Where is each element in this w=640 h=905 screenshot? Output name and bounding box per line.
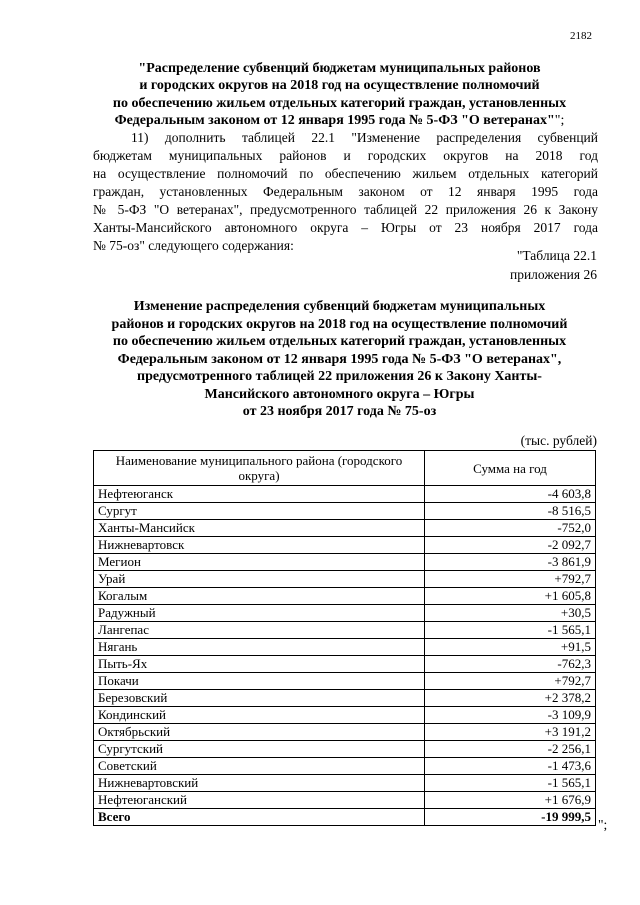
closing-quote: "; [598, 817, 608, 832]
row-amount: -4 603,8 [425, 486, 596, 503]
table-row [94, 571, 596, 588]
header-name: Наименование муниципального района (городского округа) [94, 451, 425, 486]
table-row [94, 537, 596, 554]
section-title-text: Федеральным законом от 12 января 1995 года № 5-ФЗ "О ветеранах" [114, 113, 555, 129]
row-amount: -2 256,1 [425, 741, 596, 758]
table-row [94, 656, 596, 673]
row-name: Сургутский [94, 741, 425, 758]
table-title [82, 298, 597, 421]
row-amount: +2 378,2 [425, 690, 596, 707]
section-title [82, 60, 597, 130]
paragraph-line: № 5-ФЗ "О ветеранах", предусмотренного таблицей 22 приложения 26 к Закону [93, 202, 598, 217]
row-name: Мегион [94, 554, 425, 571]
row-amount: +3 191,2 [425, 724, 596, 741]
table-title-line: районов и городских округов на 2018 год на осуществление полномочий [111, 316, 568, 332]
section-title-line [82, 112, 597, 129]
table-row [94, 520, 596, 537]
table-row [94, 673, 596, 690]
row-amount: -1 565,1 [425, 775, 596, 792]
section-title-tail: "; [554, 113, 565, 129]
row-amount: -8 516,5 [425, 503, 596, 520]
section-title-line: по обеспечению жильем отдельных категорий граждан, установленных [112, 95, 567, 111]
section-title-line: и городских округов на 2018 год на осуществление полномочий [139, 78, 540, 94]
row-amount: +792,7 [425, 571, 596, 588]
row-name: Нягань [94, 639, 425, 656]
row-amount: -3 861,9 [425, 554, 596, 571]
table-title-line: от 23 ноября 2017 года № 75-оз [242, 404, 437, 419]
row-amount: -1 565,1 [425, 622, 596, 639]
total-label: Всего [94, 809, 425, 826]
row-amount: +1 605,8 [425, 588, 596, 605]
row-name: Кондинский [94, 707, 425, 724]
table-reference [430, 246, 597, 284]
paragraph-line: 11) дополнить таблицей 22.1 "Изменение распределения субвенций [131, 130, 598, 145]
table-row [94, 503, 596, 520]
row-amount: +1 676,9 [425, 792, 596, 809]
row-name: Когалым [94, 588, 425, 605]
row-name: Радужный [94, 605, 425, 622]
paragraph-line: граждан, установленных Федеральным законом от 12 января 1995 года [93, 184, 598, 199]
row-name: Нефтеюганск [94, 486, 425, 503]
table-row [94, 792, 596, 809]
row-name: Лангепас [94, 622, 425, 639]
row-name: Березовский [94, 690, 425, 707]
table-row [94, 758, 596, 775]
table-row [94, 486, 596, 503]
table-title-line: Федеральным законом от 12 января 1995 года № 5-ФЗ "О ветеранах", [117, 351, 562, 367]
row-name: Нефтеюганский [94, 792, 425, 809]
row-name: Ханты-Мансийск [94, 520, 425, 537]
paragraph-line: № 75-оз" следующего содержания: [93, 238, 294, 253]
header-amount: Сумма на год [425, 451, 596, 486]
row-name: Пыть-Ях [94, 656, 425, 673]
table-row [94, 588, 596, 605]
table-row [94, 622, 596, 639]
units-label: (тыс. рублей) [520, 433, 597, 448]
table-row [94, 639, 596, 656]
paragraph-line: бюджетам муниципальных районов и городских округов на 2018 год [93, 148, 598, 163]
table-row [94, 741, 596, 758]
row-name: Урай [94, 571, 425, 588]
paragraph-line: на осуществление полномочий по обеспечению жильем отдельных категорий [93, 166, 598, 181]
table-row [94, 775, 596, 792]
table-title-line: Изменение распределения субвенций бюджетам муниципальных [133, 299, 546, 314]
row-amount: +91,5 [425, 639, 596, 656]
page-number: 2182 [570, 30, 592, 42]
row-name: Покачи [94, 673, 425, 690]
row-amount: -1 473,6 [425, 758, 596, 775]
row-name: Сургут [94, 503, 425, 520]
table-title-line: предусмотренного таблицей 22 приложения 26 к Закону Ханты- [137, 369, 542, 384]
total-row [94, 809, 596, 826]
row-amount: -762,3 [425, 656, 596, 673]
row-name: Советский [94, 758, 425, 775]
paragraph-line: Ханты-Мансийского автономного округа – Югры от 23 ноября 2017 года [93, 220, 598, 235]
table-header-row [94, 451, 596, 486]
row-name: Нижневартовский [94, 775, 425, 792]
row-amount: +792,7 [425, 673, 596, 690]
table-row [94, 724, 596, 741]
section-title-line: "Распределение субвенций бюджетам муниципальных районов [138, 61, 541, 76]
row-amount: -752,0 [425, 520, 596, 537]
table-row [94, 690, 596, 707]
table-title-line: по обеспечению жильем отдельных категорий граждан, установленных [112, 334, 567, 349]
row-name: Нижневартовск [94, 537, 425, 554]
row-amount: -2 092,7 [425, 537, 596, 554]
row-amount: -3 109,9 [425, 707, 596, 724]
table-reference-line: "Таблица 22.1 [516, 248, 597, 263]
row-name: Октябрьский [94, 724, 425, 741]
table-title-line: Мансийского автономного округа – Югры [204, 386, 475, 402]
table-reference-line: приложения 26 [509, 267, 597, 282]
table-row [94, 605, 596, 622]
table-row [94, 707, 596, 724]
distribution-table [93, 450, 596, 826]
amendment-paragraph [93, 129, 598, 255]
row-amount: +30,5 [425, 605, 596, 622]
total-amount: -19 999,5 [425, 809, 596, 826]
table-row [94, 554, 596, 571]
